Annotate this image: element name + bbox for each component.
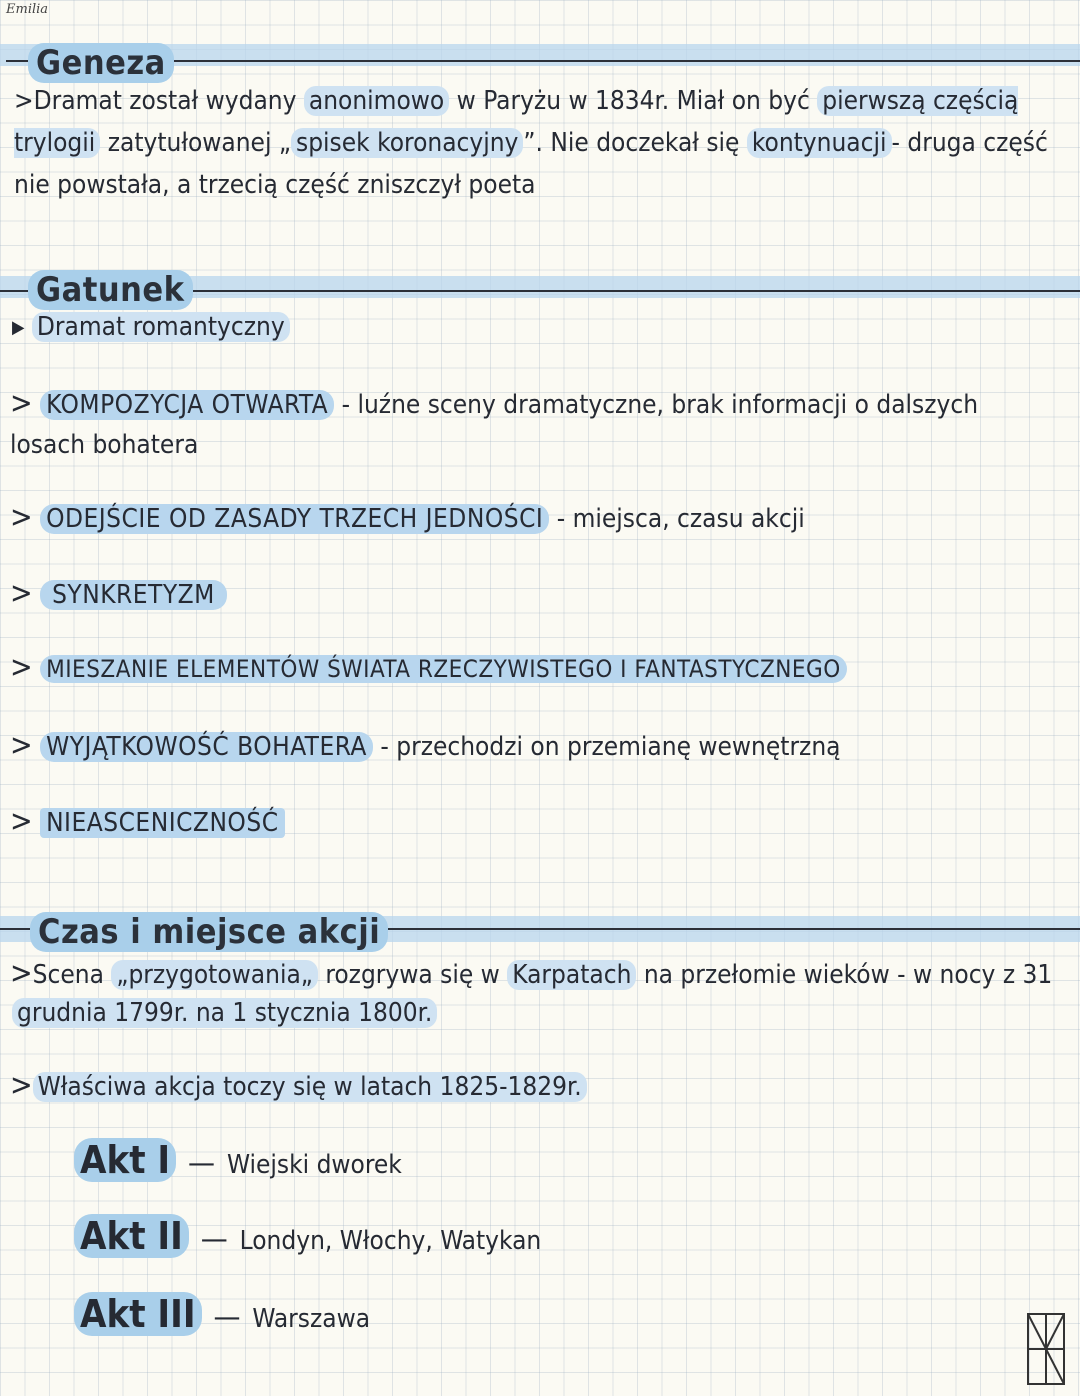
arrow-icon: > (10, 576, 33, 611)
corner-logo-icon (1026, 1312, 1066, 1386)
gatunek-item-kompozycja-cont: losach bohatera (10, 430, 199, 460)
scena-line-2: grudnia 1799r. na 1 stycznia 1800r. (12, 998, 437, 1028)
akt-1: Akt I — Wiejski dworek (74, 1138, 402, 1182)
gatunek-item-nieascenicznosc: > NIEASCENICZNOŚĆ (10, 804, 285, 839)
arrow-icon: > (10, 804, 33, 839)
signature: Emilia (6, 2, 49, 17)
akt-3: Akt III — Warszawa (74, 1292, 370, 1336)
arrow-icon: > (14, 86, 34, 116)
gatunek-item-wyjatkowosc: > WYJĄTKOWOŚĆ BOHATERA - przechodzi on przemianę wewnętrzną (10, 728, 841, 763)
genre-line: ▶ Dramat romantyczny (12, 312, 290, 342)
arrow-icon: > (10, 500, 33, 535)
section-title-gatunek: Gatunek (28, 270, 193, 310)
wlasciwa-akcja-line: > Właściwa akcja toczy się w latach 1825-1829r. (10, 1068, 587, 1103)
gatunek-item-jednosci: > ODEJŚCIE OD ZASADY TRZECH JEDNOŚCI - miejsca, czasu akcji (10, 500, 805, 535)
gatunek-item-synkretyzm: > SYNKRETYZM (10, 576, 227, 611)
gatunek-item-kompozycja: > KOMPOZYCJA OTWARTA - luźne sceny dramatyczne, brak informacji o dalszych (10, 386, 979, 421)
scena-line-1: >Scena „przygotowania„ rozgrywa się w Karpatach na przełomie wieków - w nocy z 31 (10, 956, 1053, 991)
arrow-icon: > (10, 728, 33, 763)
arrow-icon: > (10, 650, 33, 685)
arrow-icon: > (10, 386, 33, 421)
akt-2: Akt II — Londyn, Włochy, Watykan (74, 1214, 541, 1258)
section-title-czas: Czas i miejsce akcji (30, 912, 388, 952)
gatunek-item-mieszanie: > MIESZANIE ELEMENTÓW ŚWIATA RZECZYWISTEGO I FANTASTYCZNEGO (10, 650, 847, 685)
arrow-icon: > (10, 1068, 33, 1103)
triangle-bullet-icon: ▶ (12, 317, 25, 338)
corner-logo-svg (1026, 1312, 1066, 1386)
section-title-geneza: Geneza (28, 43, 174, 83)
arrow-icon: > (10, 956, 33, 991)
geneza-paragraph: >Dramat został wydany anonimowo w Paryżu w 1834r. Miał on być pierwszą częścią trylogii zatytułowanej „ spisek koronacyjny ”. Nie doczekał się kontynuacji - druga część nie powstała, a trzecią część zniszczył poeta (14, 86, 1048, 200)
